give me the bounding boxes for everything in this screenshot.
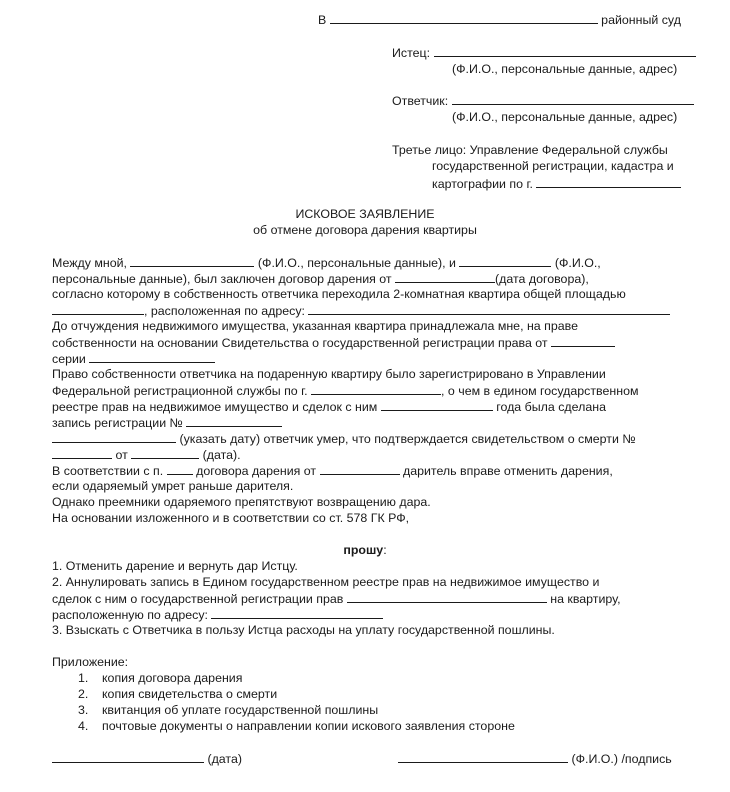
- body-text: договора дарения от: [196, 464, 317, 478]
- body-text: , расположенная по адресу:: [144, 304, 305, 318]
- contract-date-blank[interactable]: [395, 271, 495, 283]
- body-text: (указать дату) ответчик умер, что подтверждается свидетельством о смерти №: [179, 432, 636, 446]
- body-text: (дата).: [202, 448, 241, 462]
- body-line-5: До отчуждения недвижимого имущества, указанная квартира принадлежала мне, на праве: [52, 319, 578, 333]
- body-line-12: [52, 431, 636, 447]
- death-cert-number-blank[interactable]: [52, 447, 112, 459]
- request-item-2-line-1: 2. Аннулировать запись в Едином государственном реестре прав на недвижимое имущество и: [52, 575, 600, 589]
- body-text: В соответствии с п.: [52, 464, 164, 478]
- body-line-11: [52, 415, 282, 431]
- plaintiff-name-blank[interactable]: [130, 255, 254, 267]
- body-text: даритель вправе отменить дарения,: [402, 464, 613, 478]
- gift-contract-date-blank[interactable]: [320, 463, 400, 475]
- defendant-name-blank[interactable]: [459, 255, 551, 267]
- body-text: от: [115, 448, 128, 462]
- defendant-line: [392, 93, 694, 109]
- attachment-item: [78, 703, 378, 718]
- certificate-date-blank[interactable]: [551, 335, 615, 347]
- court-prefix: В: [318, 13, 327, 27]
- document-title: ИСКОВОЕ ЗАЯВЛЕНИЕ: [295, 207, 435, 221]
- body-line-17: На основании изложенного и в соответствии со ст. 578 ГК РФ,: [52, 511, 410, 525]
- body-line-8: Право собственности ответчика на подаренную квартиру было зарегистрировано в Управлении: [52, 367, 606, 381]
- body-text: (дата договора),: [495, 272, 589, 286]
- signature-name-label: (Ф.И.О.) /подпись: [571, 752, 672, 766]
- body-text: на квартиру,: [550, 592, 621, 606]
- body-text: персональные данные), был заключен договор дарения от: [52, 272, 392, 286]
- attachment-number: 4.: [78, 719, 89, 733]
- area-blank[interactable]: [52, 303, 144, 315]
- body-text: Федеральной регистрационной службы по г.: [52, 384, 308, 398]
- body-line-15: если одаряемый умрет раньше дарителя.: [52, 479, 294, 493]
- body-line-9: [52, 383, 638, 399]
- attachment-number: 3.: [78, 703, 89, 717]
- signature-name-line: [398, 751, 672, 767]
- body-text: (Ф.И.О.,: [554, 256, 601, 270]
- body-line-13: [52, 447, 241, 463]
- third-party-line-3: [432, 176, 681, 192]
- death-cert-date-blank[interactable]: [131, 447, 199, 459]
- request-item-2-line-2: [52, 591, 621, 607]
- body-line-14: [52, 463, 613, 479]
- body-line-7: [52, 351, 215, 367]
- attachment-text: почтовые документы о направлении копии искового заявления стороне: [102, 719, 515, 733]
- defendant-blank[interactable]: [452, 93, 694, 105]
- attachment-text: копия договора дарения: [102, 671, 243, 685]
- signature-date-blank[interactable]: [52, 751, 204, 763]
- request-item-2-line-3: [52, 607, 383, 623]
- body-line-16: Однако преемники одаряемого препятствуют возвращению дара.: [52, 495, 431, 509]
- attachment-text: копия свидетельства о смерти: [102, 687, 278, 701]
- attachment-item: [78, 671, 242, 686]
- signature-name-blank[interactable]: [398, 751, 568, 763]
- attachment-item: [78, 719, 515, 734]
- request-item-3: 3. Взыскать с Ответчика в пользу Истца расходы на уплату государственной пошлины.: [52, 623, 555, 637]
- death-date-blank[interactable]: [52, 431, 176, 443]
- apartment-address-blank[interactable]: [211, 607, 383, 619]
- request-heading-text: прошу: [343, 543, 384, 557]
- request-heading: [0, 543, 730, 558]
- body-text: собственности на основании Свидетельства о государственной регистрации права от: [52, 336, 548, 350]
- third-party-line-2: государственной регистрации, кадастра и: [432, 159, 674, 173]
- court-suffix: районный суд: [601, 13, 681, 27]
- attachment-item: [78, 687, 277, 702]
- body-line-4: [52, 303, 670, 319]
- body-text: сделок с ним о государственной регистрации прав: [52, 592, 344, 606]
- body-text: серии: [52, 352, 86, 366]
- registration-year-blank[interactable]: [381, 399, 493, 411]
- defendant-label: Ответчик:: [392, 94, 449, 108]
- plaintiff-blank[interactable]: [434, 45, 696, 57]
- plaintiff-label: Истец:: [392, 46, 431, 60]
- registration-number-blank[interactable]: [186, 415, 282, 427]
- attachment-text: квитанция об уплате государственной пошлины: [102, 703, 379, 717]
- body-text: расположенную по адресу:: [52, 608, 209, 622]
- body-text: , о чем в едином государственном: [441, 384, 639, 398]
- body-line-1: [52, 255, 601, 271]
- body-text: реестре прав на недвижимое имущество и сделок с ним: [52, 400, 378, 414]
- court-line: [318, 12, 681, 28]
- attachment-number: 1.: [78, 671, 89, 685]
- registration-city-blank[interactable]: [311, 383, 441, 395]
- attachment-number: 2.: [78, 687, 89, 701]
- third-party-city-label: картографии по г.: [432, 177, 533, 191]
- body-line-3: согласно которому в собственность ответчика переходила 2-комнатная квартира общей площадью: [52, 287, 626, 301]
- third-party-line-1: Третье лицо: Управление Федеральной службы: [392, 143, 668, 157]
- address-blank[interactable]: [308, 303, 670, 315]
- defendant-hint: (Ф.И.О., персональные данные, адрес): [452, 110, 678, 124]
- body-text: запись регистрации №: [52, 416, 183, 430]
- court-name-blank[interactable]: [330, 12, 598, 24]
- certificate-series-blank[interactable]: [89, 351, 215, 363]
- rights-registration-blank[interactable]: [347, 591, 547, 603]
- attachments-label: Приложение:: [52, 655, 129, 669]
- signature-date-line: [52, 751, 242, 767]
- body-text: года была сделана: [496, 400, 606, 414]
- signature-date-label: (дата): [207, 752, 242, 766]
- plaintiff-line: [392, 45, 696, 61]
- request-item-1: 1. Отменить дарение и вернуть дар Истцу.: [52, 559, 298, 573]
- body-line-2: [52, 271, 589, 287]
- clause-number-blank[interactable]: [167, 463, 193, 475]
- body-text: (Ф.И.О., персональные данные), и: [257, 256, 456, 270]
- body-line-6: [52, 335, 615, 351]
- document-subtitle: об отмене договора дарения квартиры: [253, 223, 477, 237]
- third-party-city-blank[interactable]: [536, 176, 681, 188]
- plaintiff-hint: (Ф.И.О., персональные данные, адрес): [452, 62, 678, 76]
- body-line-10: [52, 399, 606, 415]
- request-heading-colon: :: [383, 543, 387, 557]
- body-text: Между мной,: [52, 256, 127, 270]
